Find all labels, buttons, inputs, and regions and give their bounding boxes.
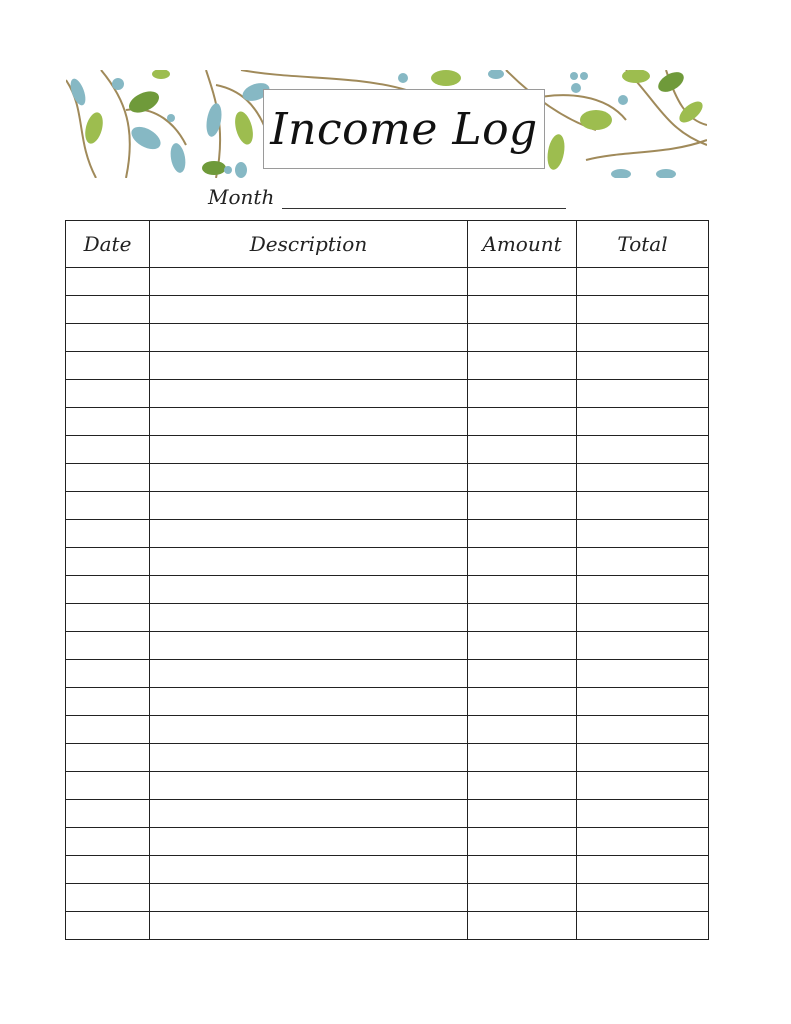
table-row — [66, 800, 709, 828]
amount-cell[interactable] — [468, 436, 577, 464]
date-cell[interactable] — [66, 268, 150, 296]
description-cell[interactable] — [150, 660, 468, 688]
title-box — [263, 89, 545, 169]
amount-cell[interactable] — [468, 268, 577, 296]
total-cell[interactable] — [577, 772, 709, 800]
table-row — [66, 884, 709, 912]
amount-cell[interactable] — [468, 828, 577, 856]
amount-cell[interactable] — [468, 800, 577, 828]
amount-cell[interactable] — [468, 576, 577, 604]
table-header-row — [66, 221, 709, 268]
table-row — [66, 436, 709, 464]
amount-cell[interactable] — [468, 464, 577, 492]
date-cell[interactable] — [66, 856, 150, 884]
table-row — [66, 632, 709, 660]
date-cell[interactable] — [66, 716, 150, 744]
table-row — [66, 324, 709, 352]
amount-cell[interactable] — [468, 856, 577, 884]
total-cell[interactable] — [577, 660, 709, 688]
table-row — [66, 716, 709, 744]
date-cell[interactable] — [66, 576, 150, 604]
total-cell[interactable] — [577, 912, 709, 940]
description-cell[interactable] — [150, 744, 468, 772]
date-cell[interactable] — [66, 772, 150, 800]
total-cell[interactable] — [577, 800, 709, 828]
table-row — [66, 296, 709, 324]
description-cell[interactable] — [150, 828, 468, 856]
date-cell[interactable] — [66, 380, 150, 408]
amount-cell[interactable] — [468, 520, 577, 548]
table-row — [66, 492, 709, 520]
total-cell[interactable] — [577, 520, 709, 548]
amount-cell[interactable] — [468, 380, 577, 408]
date-cell[interactable] — [66, 464, 150, 492]
amount-cell[interactable] — [468, 884, 577, 912]
table-row — [66, 912, 709, 940]
column-header-date: Date — [66, 221, 150, 268]
total-cell[interactable] — [577, 352, 709, 380]
description-cell[interactable] — [150, 632, 468, 660]
description-cell[interactable] — [150, 800, 468, 828]
column-header-total: Total — [577, 221, 709, 268]
total-cell[interactable] — [577, 548, 709, 576]
amount-cell[interactable] — [468, 716, 577, 744]
date-cell[interactable] — [66, 520, 150, 548]
date-cell[interactable] — [66, 632, 150, 660]
table-row — [66, 380, 709, 408]
total-cell[interactable] — [577, 716, 709, 744]
description-cell[interactable] — [150, 352, 468, 380]
total-cell[interactable] — [577, 436, 709, 464]
date-cell[interactable] — [66, 912, 150, 940]
description-cell[interactable] — [150, 856, 468, 884]
description-cell[interactable] — [150, 296, 468, 324]
total-cell[interactable] — [577, 380, 709, 408]
amount-cell[interactable] — [468, 632, 577, 660]
column-header-description: Description — [150, 221, 468, 268]
amount-cell[interactable] — [468, 324, 577, 352]
total-cell[interactable] — [577, 576, 709, 604]
date-cell[interactable] — [66, 828, 150, 856]
page-title: Income Log — [270, 103, 538, 155]
table-row — [66, 772, 709, 800]
description-cell[interactable] — [150, 688, 468, 716]
table-row — [66, 604, 709, 632]
column-header-amount: Amount — [468, 221, 577, 268]
table-row — [66, 548, 709, 576]
table-row — [66, 688, 709, 716]
table-row — [66, 520, 709, 548]
total-cell[interactable] — [577, 324, 709, 352]
total-cell[interactable] — [577, 884, 709, 912]
total-cell[interactable] — [577, 408, 709, 436]
total-cell[interactable] — [577, 632, 709, 660]
amount-cell[interactable] — [468, 408, 577, 436]
date-cell[interactable] — [66, 352, 150, 380]
total-cell[interactable] — [577, 464, 709, 492]
date-cell[interactable] — [66, 688, 150, 716]
date-cell[interactable] — [66, 408, 150, 436]
table-row — [66, 408, 709, 436]
date-cell[interactable] — [66, 604, 150, 632]
date-cell[interactable] — [66, 324, 150, 352]
total-cell[interactable] — [577, 744, 709, 772]
total-cell[interactable] — [577, 688, 709, 716]
date-cell[interactable] — [66, 492, 150, 520]
table-row — [66, 464, 709, 492]
description-cell[interactable] — [150, 324, 468, 352]
amount-cell[interactable] — [468, 660, 577, 688]
description-cell[interactable] — [150, 436, 468, 464]
month-label: Month — [208, 185, 275, 209]
table-row — [66, 576, 709, 604]
table-row — [66, 268, 709, 296]
description-cell[interactable] — [150, 912, 468, 940]
total-cell[interactable] — [577, 856, 709, 884]
total-cell[interactable] — [577, 828, 709, 856]
date-cell[interactable] — [66, 884, 150, 912]
amount-cell[interactable] — [468, 492, 577, 520]
amount-cell[interactable] — [468, 604, 577, 632]
amount-cell[interactable] — [468, 744, 577, 772]
description-cell[interactable] — [150, 576, 468, 604]
date-cell[interactable] — [66, 548, 150, 576]
description-cell[interactable] — [150, 716, 468, 744]
table-row — [66, 352, 709, 380]
amount-cell[interactable] — [468, 688, 577, 716]
table-row — [66, 828, 709, 856]
description-cell[interactable] — [150, 772, 468, 800]
amount-cell[interactable] — [468, 352, 577, 380]
description-cell[interactable] — [150, 492, 468, 520]
table-row — [66, 744, 709, 772]
total-cell[interactable] — [577, 604, 709, 632]
description-cell[interactable] — [150, 380, 468, 408]
month-blank-line[interactable] — [282, 189, 566, 209]
date-cell[interactable] — [66, 296, 150, 324]
table-body — [66, 268, 709, 940]
date-cell[interactable] — [66, 800, 150, 828]
table-row — [66, 660, 709, 688]
description-cell[interactable] — [150, 884, 468, 912]
month-field — [208, 185, 566, 209]
amount-cell[interactable] — [468, 912, 577, 940]
description-cell[interactable] — [150, 464, 468, 492]
date-cell[interactable] — [66, 744, 150, 772]
amount-cell[interactable] — [468, 296, 577, 324]
description-cell[interactable] — [150, 408, 468, 436]
total-cell[interactable] — [577, 268, 709, 296]
date-cell[interactable] — [66, 660, 150, 688]
amount-cell[interactable] — [468, 772, 577, 800]
table-row — [66, 856, 709, 884]
total-cell[interactable] — [577, 296, 709, 324]
description-cell[interactable] — [150, 604, 468, 632]
date-cell[interactable] — [66, 436, 150, 464]
total-cell[interactable] — [577, 492, 709, 520]
description-cell[interactable] — [150, 520, 468, 548]
description-cell[interactable] — [150, 548, 468, 576]
amount-cell[interactable] — [468, 548, 577, 576]
income-log-table — [65, 220, 709, 940]
description-cell[interactable] — [150, 268, 468, 296]
